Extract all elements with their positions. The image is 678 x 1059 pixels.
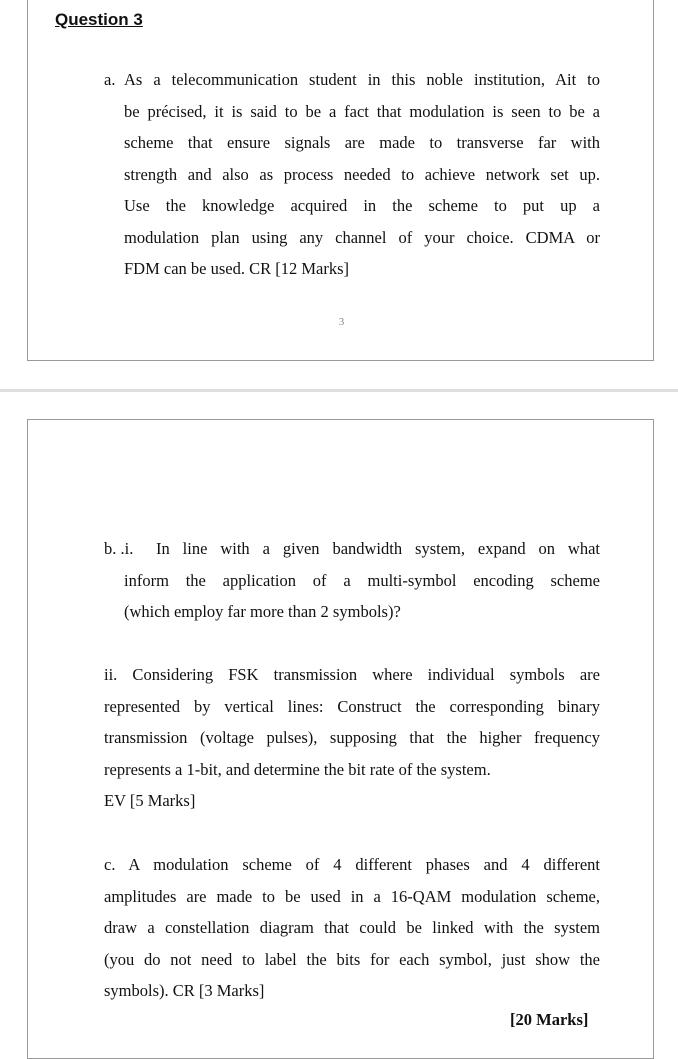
part-c-text xyxy=(104,849,600,1007)
part-b-ii-line: represented by vertical lines: Construct the corresponding binary xyxy=(104,696,600,716)
part-b-ii-line: represents a 1-bit, and determine the bit rate of the system. xyxy=(104,759,491,779)
part-b-i-line: (which employ far more than 2 symbols)? xyxy=(124,602,401,621)
part-b-ii-line: ii. Considering FSK transmission where individual symbols are xyxy=(104,665,600,684)
part-b-i-line: In line with a given bandwidth system, expand on what xyxy=(156,539,600,558)
part-a-marker: a. xyxy=(104,70,116,89)
total-marks: [20 Marks] xyxy=(510,1010,589,1029)
part-a-line: scheme that ensure signals are made to transverse far with xyxy=(124,133,600,152)
part-a-line: modulation plan using any channel of your choice. CDMA or xyxy=(124,227,600,247)
part-c-line: symbols). CR [3 Marks] xyxy=(104,981,265,1000)
part-b-i-text xyxy=(124,533,600,628)
part-b-i-line: inform the application of a multi-symbol encoding scheme xyxy=(124,570,600,590)
part-b-i-marker: b. .i. xyxy=(104,539,134,558)
part-a-line: FDM can be used. CR [12 Marks] xyxy=(124,259,350,278)
part-a-line: strength and also as process needed to achieve network set up. xyxy=(124,164,600,184)
part-c-line: (you do not need to label the bits for each symbol, just show the xyxy=(104,949,600,969)
page-number: 3 xyxy=(338,316,345,328)
part-b-ii-text xyxy=(104,659,600,817)
part-a-text xyxy=(124,64,600,285)
part-c-line: amplitudes are made to be used in a 16-QAM modulation scheme, xyxy=(104,886,600,906)
part-a-line: Use the knowledge acquired in the scheme to put up a xyxy=(124,196,600,215)
part-b-ii-line: transmission (voltage pulses), supposing that the higher frequency xyxy=(104,728,600,747)
question-title: Question 3 xyxy=(55,10,143,29)
part-c-line: draw a constellation diagram that could be linked with the system xyxy=(104,918,600,937)
page-separator xyxy=(0,389,678,392)
part-c-line: c. A modulation scheme of 4 different phases and 4 different xyxy=(104,855,600,874)
part-a-line: be précised, it is said to be a fact that modulation is seen to be a xyxy=(124,101,600,121)
part-b-ii-marks: EV [5 Marks] xyxy=(104,791,196,810)
part-a-line: As a telecommunication student in this noble institution, Ait to xyxy=(124,70,600,89)
